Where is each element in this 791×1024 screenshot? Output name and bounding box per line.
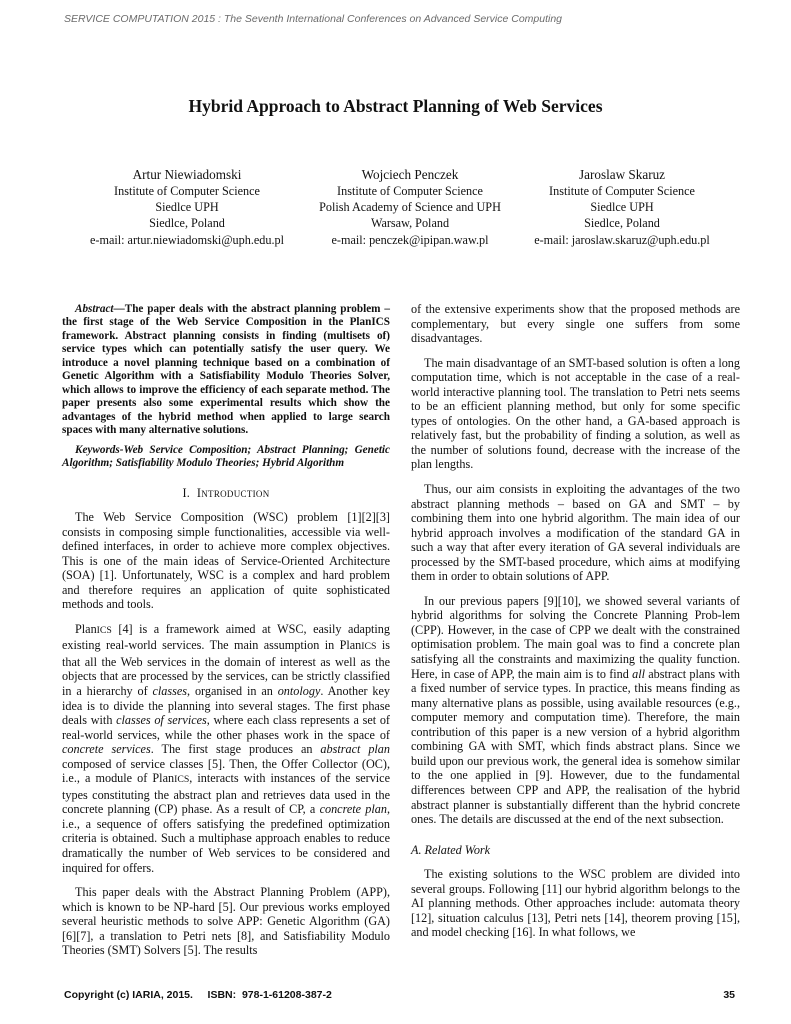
author-location: Warsaw, Poland: [370, 216, 450, 231]
paragraph: The main disadvantage of an SMT-based solution is often a long computation time, which is not acceptable in the case of a real-world interactive planning tool. The translation to Petri nets seems to be an efficient planning method, but only for some specific types of ontologies. On the other hand, a GA-based approach is relatively fast, but the probability of finding a solution, as well as the number of solutions found, decrease with the increase of the plan lengths.: [411, 355, 740, 472]
paragraph: of the extensive experiments show that the proposed methods are complementary, but every single one suffers from some disadvantages.: [411, 302, 740, 346]
author-affiliation: Institute of Computer Science: [337, 184, 483, 198]
section-heading: [62, 486, 390, 501]
author-name: Wojciech Penczek: [361, 167, 459, 182]
abstract-text: —The paper deals with the abstract planning problem – the first stage of the Web Service Composition in the PlanICS framework. Abstract planning consists in finding (multisets of) service types which can potentially satisfy the user query. We introduce a novel planning technique based on a combination of Genetic Algorithm with a Satisfiability Modulo Theories Solver, which allows to improve the efficiency of each separate method. The paper presents also some experimental results which show the advantages of the hybrid method when applied to large search spaces with many alternative solutions.: [62, 303, 390, 437]
paper-title: Hybrid Approach to Abstract Planning of Web Services: [188, 96, 603, 116]
author-location: Siedlce, Poland: [149, 216, 225, 231]
paragraph: Thus, our aim consists in exploiting the advantages of the two abstract planning methods – based on GA and SMT – by combining them into one hybrid algorithm. The main idea of our hybrid approach involves a modification of the standard GA in such a way that after every iteration of GA several individuals are processed by the SMT-based procedure, which aims at modifying them in order to obtain solutions of APP.: [411, 482, 740, 584]
author-affiliation: Institute of Computer Science: [114, 184, 260, 198]
section-number: I.: [182, 486, 191, 501]
author-name: Jaroslaw Skaruz: [578, 167, 666, 182]
author-location: Siedlce, Poland: [584, 216, 660, 231]
author-email: e-mail: artur.niewiadomski@uph.edu.pl: [90, 232, 284, 247]
author-affiliation: Siedlce UPH: [155, 200, 219, 215]
author-3: [520, 166, 724, 248]
left-column: [62, 303, 390, 958]
paragraph: PlanICS [4] is a framework aimed at WSC, easily adapting existing real-world services. The main assumption in PlanICS is that all the Web services in the domain of interest as well as the objects that are processed by the services, can be strictly classified in a hierarchy of classes, organised in an ontology. Another key idea is to divide the planning into several stages. The first phase deals with classes of services, where each class represents a set of real-world services, while the other phases work in the space of concrete services. The first stage produces an abstract plan composed of service classes [5]. Then, the Offer Collector (OC), i.e., a module of PlanICS, interacts with instances of the service types constituting the abstract plan and retrieves data used in the concrete planning (CP) phase. As a result of CP, a concrete plan, i.e., a sequence of offers satisfying the predefined optimization criteria is obtained. Such a multiphase approach enables to reduce dramatically the number of Web services to be considered and inquired for offers.: [62, 621, 391, 875]
author-affiliation: Polish Academy of Science and UPH: [319, 200, 501, 215]
page-number: 35: [723, 989, 735, 1001]
keywords: Keywords-Web Service Composition; Abstract Planning; Genetic Algorithm; Satisfiability Modulo Theories; Hybrid Algorithm: [62, 443, 390, 469]
author-email: e-mail: penczek@ipipan.waw.pl: [331, 232, 489, 247]
right-column: [411, 302, 740, 940]
paragraph: This paper deals with the Abstract Planning Problem (APP), which is known to be NP-hard [5]. Our previous works employed several heuristic methods to solve APP: Genetic Algorithm (GA) [6][7], a translation to Petri nets [8], and Satisfiability Modulo Theories (SMT) Solvers [5]. The results: [62, 885, 390, 958]
author-affiliation: Institute of Computer Science: [549, 184, 695, 198]
author-1: [80, 166, 294, 248]
footer-copyright: Copyright (c) IARIA, 2015. ISBN: 978-1-61208-387-2: [64, 989, 332, 1001]
paragraph: The Web Service Composition (WSC) problem [1][2][3] consists in composing simple functionalities, accessible via well-defined interfaces, in order to achieve more complex objectives. This is one of the main ideas of Service-Oriented Architecture (SOA) [1]. Unfortunately, WSC is a complex and hard problem and therefore requires an application of quite sophisticated methods and tools.: [62, 509, 390, 612]
paragraph: In our previous papers [9][10], we showed several variants of hybrid algorithms for solving the Concrete Planning Prob-lem (CPP). However, in the case of CPP we dealt with the constrained optimisation problem. The main goal was to find a concrete plan satisfying all the constraints and maximizing the quality function. Here, in case of APP, the main aim is to find all abstract plans with a fixed number of service types. In practice, this means finding as many alternative plans as possible, using available resources (e.g., computer memory and computation time). Therefore, the main contribution of this paper is a new version of a hybrid algorithm combining GA with SMT, which finds abstract plans. Since we build upon our previous work, the general idea is somehow similar to the one applied in [9]. However, due to the fundamental differences between CPP and APP, the realisation of the hybrid abstract planner is substantially different than the hybrid concrete ones. The details are discussed at the end of the next subsection.: [411, 593, 741, 827]
author-name: Artur Niewiadomski: [132, 167, 242, 182]
running-header: SERVICE COMPUTATION 2015 : The Seventh International Conferences on Advanced Service Computing: [64, 13, 563, 25]
section-title: Introduction: [196, 486, 270, 501]
abstract: [62, 303, 390, 438]
abstract-lead: Abstract: [75, 303, 114, 315]
author-email: e-mail: jaroslaw.skaruz@uph.edu.pl: [534, 232, 710, 247]
author-2: [300, 166, 520, 248]
author-affiliation: Siedlce UPH: [590, 200, 654, 215]
subsection-heading: A. Related Work: [411, 842, 491, 857]
paragraph: The existing solutions to the WSC problem are divided into several groups. Following [11] our hybrid algorithm belongs to the AI planning methods. Other approaches include: automata theory [12], situation calculus [13], Petri nets [14], theorem proving [15], and model checking [16]. In what follows, we: [411, 867, 740, 940]
